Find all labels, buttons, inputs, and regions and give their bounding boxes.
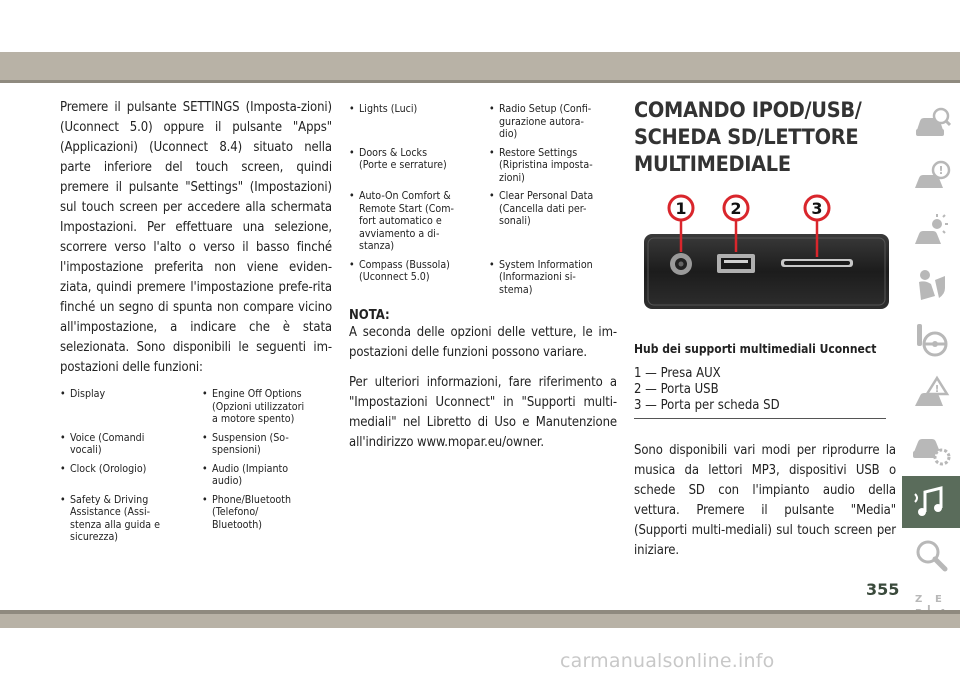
bullet: • <box>489 190 495 202</box>
tab-multimedia[interactable] <box>902 476 960 528</box>
header-rule <box>0 80 960 83</box>
bullet: • <box>489 258 495 271</box>
list-item-text: Suspension (So- spensioni) <box>212 431 289 456</box>
list-item <box>60 463 190 488</box>
list-item-text: Display <box>70 388 106 400</box>
bullet: • <box>349 190 355 202</box>
dashboard-warning-icon <box>911 158 951 198</box>
safety-person-icon <box>911 266 951 306</box>
bullet: • <box>202 493 208 506</box>
callout-3-label: 3 <box>811 199 823 218</box>
photo-caption: Hub dei supporti multimediali Uconnect <box>634 342 877 356</box>
list-item-text: Clear Personal Data (Cancella dati per- sonali) <box>499 190 594 227</box>
list-item <box>202 463 332 488</box>
list-item <box>60 494 190 544</box>
bullet: • <box>60 462 66 475</box>
further-info-paragraph: Per ulteriori informazioni, fare riferimento a "Impostazioni Uconnect" in "Supporti multi-mediali" nel Libretto di Uso e Manutenzione all'indirizzo www.mopar.eu/owner. <box>349 375 617 450</box>
bullet: • <box>60 493 66 506</box>
bullet: • <box>349 103 355 115</box>
list-item-text: Voice (Comandi vocali) <box>70 431 145 456</box>
tab-service[interactable] <box>902 422 960 474</box>
list-item-text: Audio (Impianto audio) <box>212 462 289 487</box>
tab-dashboard[interactable] <box>902 152 960 204</box>
bullet: • <box>489 146 495 159</box>
photo-legend <box>634 366 886 419</box>
intro-paragraph: Premere il pulsante SETTINGS (Imposta-zioni) (Uconnect 5.0) oppure il pulsante "Apps" (Applicazioni) (Uconnect 8.4) situato nella parte inferiore del touch screen, quindi premere il pulsante "Settings" (Impostazioni) sul touch screen per accedere alla schermata Impostazioni. Per effettuare una selezione, scorrere verso l'alto o verso il basso finché l'impostazione preferita non viene eviden-ziata, quindi premere l'impostazione prefe-rita finché un segno di spunta non compare vicino all'impostazione, a indicare che è stata selezionata. Sono disponibili le seguenti im-postazioni delle funzioni: <box>60 100 332 375</box>
tab-emergency[interactable] <box>902 368 960 420</box>
list-item-text: Doors & Locks (Porte e serrature) <box>359 146 447 171</box>
bullet: • <box>60 431 66 444</box>
chapter-tabs <box>902 98 960 638</box>
list-item-text: Safety & Driving Assistance (Assi- stenza alla guida e sicurezza) <box>70 493 161 543</box>
svg-text:Z: Z <box>915 594 923 605</box>
nota-text: A seconda delle opzioni delle vetture, le im-postazioni delle funzioni possono variare. <box>349 325 617 360</box>
list-item <box>489 190 617 253</box>
column-left <box>60 98 332 544</box>
list-item <box>489 147 617 185</box>
list-item <box>60 388 190 426</box>
list-item-text: Radio Setup (Confi- gurazione autora- dio) <box>499 103 592 140</box>
car-info-icon <box>911 104 951 144</box>
tab-starting[interactable] <box>902 206 960 258</box>
section-title <box>634 97 896 178</box>
svg-text:!: ! <box>934 384 940 395</box>
legend-item-usb: 2 — Porta USB <box>634 382 719 397</box>
functions-list-1 <box>60 388 332 544</box>
tab-car-info[interactable] <box>902 98 960 150</box>
legend-item-sd: 3 — Porta per scheda SD <box>634 398 780 413</box>
list-item-text: Engine Off Options (Opzioni utilizzatori a motore spento) <box>212 388 305 425</box>
list-item <box>202 494 332 544</box>
steering-wheel-icon <box>911 320 951 360</box>
column-middle <box>349 103 617 453</box>
page-number: 355 <box>866 580 900 599</box>
warning-triangle-icon <box>911 374 951 414</box>
search-icon <box>911 536 951 576</box>
bullet: • <box>202 462 208 475</box>
section-title-line-1: COMANDO IPOD/USB/ <box>634 98 862 123</box>
list-item-text: Lights (Luci) <box>359 103 418 115</box>
media-hub-illustration <box>634 194 896 334</box>
bullet: • <box>60 388 66 400</box>
list-item <box>489 259 617 297</box>
tab-safety[interactable] <box>902 260 960 312</box>
list-item <box>349 147 477 185</box>
callout-2-label: 2 <box>730 199 742 218</box>
page-top-margin <box>0 0 960 52</box>
media-paragraph: Sono disponibili vari modi per riprodurre la musica da lettori MP3, dispositivi USB o schede SD con l'impianto audio della vettura. Premere il pulsante "Media" (Supporti multi-mediali) sul touch screen per iniziare. <box>634 443 896 558</box>
list-item <box>202 432 332 457</box>
list-item-text: Phone/Bluetooth (Telefono/ Bluetooth) <box>212 493 292 531</box>
tab-driving[interactable] <box>902 314 960 366</box>
bullet: • <box>202 431 208 444</box>
section-title-line-2: SCHEDA SD/LETTORE <box>634 125 859 150</box>
list-item <box>489 103 617 141</box>
column-right <box>634 97 896 561</box>
section-title-line-3: MULTIMEDIALE <box>634 152 791 177</box>
list-item <box>349 103 477 141</box>
media-hub-photo <box>634 194 896 334</box>
list-item-text: System Information (Informazioni si- stema) <box>499 258 593 296</box>
watermark: carmanualsonline.info <box>560 650 775 672</box>
functions-list-2 <box>349 103 617 296</box>
svg-text:!: ! <box>938 164 944 177</box>
footer-band <box>0 614 960 628</box>
bullet: • <box>489 103 495 115</box>
header-band <box>0 52 960 80</box>
list-item-text: Auto-On Comfort & Remote Start (Com- fort automatico e avviamento a di- stanza) <box>359 190 454 252</box>
svg-text:E: E <box>935 594 942 605</box>
tab-search[interactable] <box>902 530 960 582</box>
list-item <box>202 388 332 426</box>
bullet: • <box>202 388 208 400</box>
list-item <box>60 432 190 457</box>
callout-1-label: 1 <box>675 199 687 218</box>
bullet: • <box>349 146 355 159</box>
list-item-text: Clock (Orologio) <box>70 462 147 475</box>
bullet: • <box>349 258 355 271</box>
list-item <box>349 259 477 297</box>
list-item <box>349 190 477 253</box>
list-item-text: Restore Settings (Ripristina imposta- zioni) <box>499 146 593 184</box>
car-service-icon <box>911 428 951 468</box>
multimedia-music-icon <box>911 482 951 522</box>
legend-item-aux: 1 — Presa AUX <box>634 366 721 381</box>
nota-label: NOTA: <box>349 308 390 323</box>
starting-light-icon <box>911 212 951 252</box>
list-item-text: Compass (Bussola) (Uconnect 5.0) <box>359 258 450 283</box>
